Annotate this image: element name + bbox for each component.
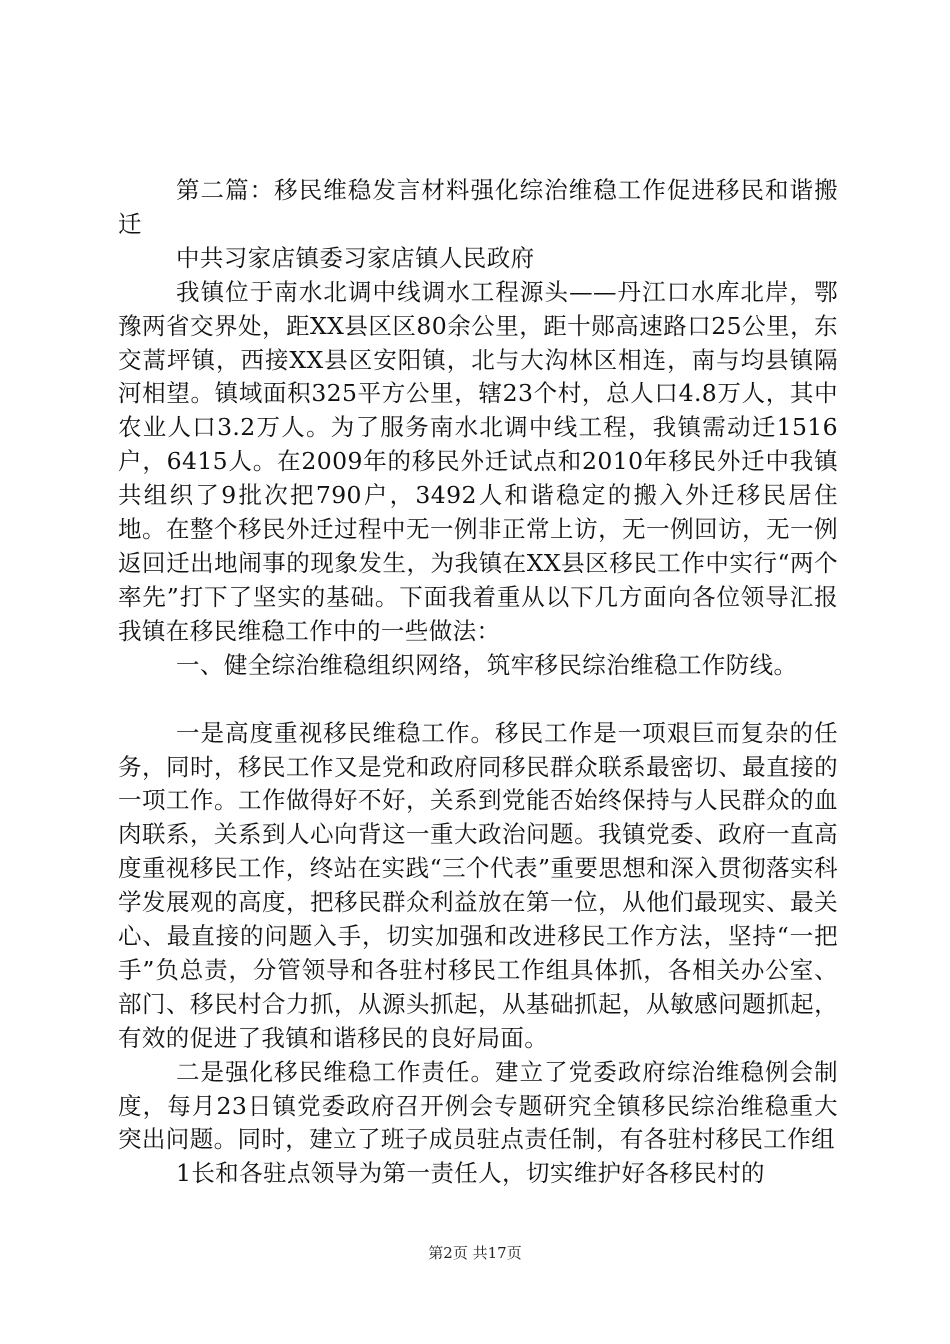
document-title: 第二篇：移民维稳发言材料强化综治维稳工作促进移民和谐搬迁 — [118, 176, 838, 238]
page-number-footer: 第2页 共17页 — [428, 1244, 522, 1262]
paragraph-point-2: 二是强化移民维稳工作责任。建立了党委政府综治维稳例会制度，每月23日镇党委政府召开例会专题研究全镇移民综治维稳重大突出问题。同时，建立了班子成员驻点责任制，有各驻村移民工作组 — [118, 1057, 838, 1154]
paragraph-point-1: 一是高度重视移民维稳工作。移民工作是一项艰巨而复杂的任务，同时，移民工作又是党和政府同移民群众联系最密切、最直接的一项工作。工作做得好不好，关系到党能否始终保持与人民群众的血肉联系，关系到人心向背这一重大政治问题。我镇党委、政府一直高度重视移民工作，终站在实践“三个代表”重要思想和深入贯彻落实科学发展观的高度，把移民群众利益放在第一位，从他们最现实、最关心、最直接的问题入手，切实加强和改进移民工作方法，坚持“一把手”负总责，分管领导和各驻村移民工作组具体抓，各相关办公室、部门、移民村合力抓，从源头抓起，从基础抓起，从敏感问题抓起，有效的促进了我镇和谐移民的良好局面。 — [118, 718, 838, 1052]
paragraph-continuation: 1长和各驻点领导为第一责任人，切实维护好各移民村的 — [176, 1159, 765, 1188]
document-body — [118, 174, 838, 1191]
paragraph-spacer — [118, 683, 838, 717]
section-heading-1: 一、健全综治维稳组织网络，筑牢移民综治维稳工作防线。 — [176, 650, 798, 679]
document-author: 中共习家店镇委习家店镇人民政府 — [176, 243, 535, 272]
paragraph-intro: 我镇位于南水北调中线调水工程源头——丹江口水库北岸，鄂豫两省交界处，距XX县区区80余公里，距十郧高速路口25公里，东交蒿坪镇，西接XX县区安阳镇，北与大沟林区相连，南与均县镇隔河相望。镇域面积325平方公里，辖23个村，总人口4.8万人，其中农业人口3.2万人。为了服务南水北调中线工程，我镇需动迁1516户，6415人。在2009年的移民外迁试点和2010年移民外迁中我镇共组织了9批次把790户，3492人和谐稳定的搬入外迁移民居住地。在整个移民外迁过程中无一例非正常上访，无一例回访，无一例返回迁出地闹事的现象发生，为我镇在XX县区移民工作中实行“两个率先”打下了坚实的基础。下面我着重从以下几方面向各位领导汇报我镇在移民维稳工作中的一些做法： — [118, 277, 838, 645]
